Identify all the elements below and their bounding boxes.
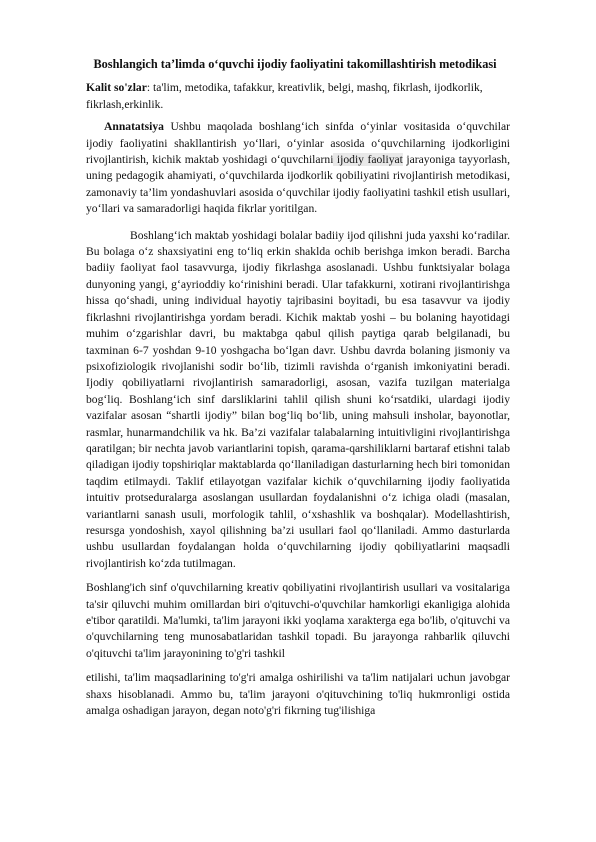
body-paragraph-3: etilishi, ta'lim maqsadlarining to'g'ri amalga oshirilishi va ta'lim natijalari uchun javobgar shaxs hisoblanadi. Ammo bu, ta'lim jarayoni o'qituvchining to'liq hukmronligi ostida amalga oshadigan jarayon, degan noto'g'ri fikrning tug'ilishiga xyxy=(86,671,510,718)
document-page xyxy=(86,56,510,727)
abstract-label: Annatatsiya xyxy=(104,120,164,134)
abstract xyxy=(86,119,510,217)
body-paragraph-1: Boshlang‘ich maktab yoshidagi bolalar badiiy ijod qilishni juda yaxshi ko‘radilar. Bu bolaga o‘z shaxsiyatini eng to‘liq erkin shaklda ochib berishga imkon beradi. Barcha badiiy faoliyat faol tasavvurga, ijodiy fikrlashga asoslanadi. Ushbu funktsiyalar bolaga dunyoning yangi, g‘ayrioddiy ko‘rinishini beradi. Ular tafakkurni, xotirani rivojlantirishga hissa qo‘shadi, uning individual hayotiy tajribasini boyitadi, bu esa tasavvur va ijodiy fikrlashni rivojlantirishga yordam beradi. Kichik maktab yoshi – bu bolaning hayotidagi muhim o‘zgarishlar davri, bu maktabga qabul qilish paytiga qarab belgilanadi, bu taxminan 6-7 yoshdan 9-10 yoshgacha bo‘lgan davr. Ushbu davrda bolaning jismoniy va psixofiziologik rivojlanishi sodir bo‘lib, tizimli ravishda o‘rganish imkoniyatini beradi. Ijodiy qobiliyatlarni rivojlantirish samaradorligi, asosan, vazifa tuzilgan materialga bog‘liq. Boshlang‘ich sinf darsliklarini tahlil qilish shuni ko‘rsatdiki, ulardagi ijodiy vazifalar asosan “shartli ijodiy” bilan bog‘liq bo‘lib, uning mahsuli insholar, bayonotlar, rasmlar, hunarmandchilik va hk. Ba’zi vazifalar talabalarning intuitivligini rivojlantirishga qaratilgan; bir nechta javob variantlarini topish, qarama-qarshiliklarni bartaraf etishni talab qiladigan ijodiy topshiriqlar maktablarda qo‘llaniladigan dasturlarning hech biri tomonidan taqdim etilmaydi. Taklif etilayotgan vazifalar kichik o‘quvchilarning ijodiy faoliyatida intuitiv protseduralarga asoslangan usullardan foydalanishni o‘z ichiga oladi (masalan, variantlarni sanash usuli, morfologik tahlil, o‘xshashlik va boshqalar). Modellashtirish, resursga yondoshish, xayol qilishning ba’zi usullari faol qo‘llaniladi. Ammo dasturlarda ushbu usullardan foydalangan holda o‘quvchilarning ijodiy qobiliyatlarini maqsadli rivojlantirish ko‘zda tutilmagan. xyxy=(86,228,510,570)
abstract-text-after: jarayoniga tayyorlash, uning pedagogik ahamiyati, o‘quvchilarda ijodkorlik qobiliyatini rivojlantirish metodikasi, zamonaviy ta’lim yondashuvlari asosida o‘quvchilar ijodiy faoliyatini tashkil etish usullari, yo‘llari va samaradorligi haqida fikrlar yoritilgan. xyxy=(86,153,511,216)
paper-title: Boshlangich ta’limda o‘quvchi ijodiy faoliyatini takomillashtirish metodikasi xyxy=(93,57,497,71)
keywords-label: Kalit so'zlar xyxy=(86,81,147,95)
keywords-text: : ta'lim, metodika, tafakkur, kreativlik, belgi, mashq, fikrlash, ijodkorlik, fikrlash,erkinlik. xyxy=(86,81,483,111)
body-paragraph-2: Boshlang'ich sinf o'quvchilarning kreativ qobiliyatini rivojlantirish usullari va vositalariga ta'sir qiluvchi muhim omillardan biri o'qituvchi-o'quvchilar hamkorligi ekanligiga alohida e'tibor qaratildi. Ma'lumki, ta'lim jarayoni ikki yoqlama xarakterga ega bo'lib, o'qituvchi va o'quvchilarning teng munosabatlaridan tashkil topadi. Bu jarayonga rahbarlik qiluvchi o'qituvchi ta'lim jarayonining to'g'ri tashkil xyxy=(86,581,510,660)
keywords-line xyxy=(86,80,510,113)
abstract-highlight: ijodiy faoliyat xyxy=(333,153,403,167)
abstract-text-before: Ushbu maqolada boshlang‘ich sinfda o‘yinlar vositasida o‘quvchilar ijodiy faoliyatini shakllantirish yo‘llari, o‘yinlar asosida o‘quvchilarning ijodkorligini rivojlantirish, kichik maktab yoshidagi o‘quvchilarni xyxy=(86,120,510,167)
